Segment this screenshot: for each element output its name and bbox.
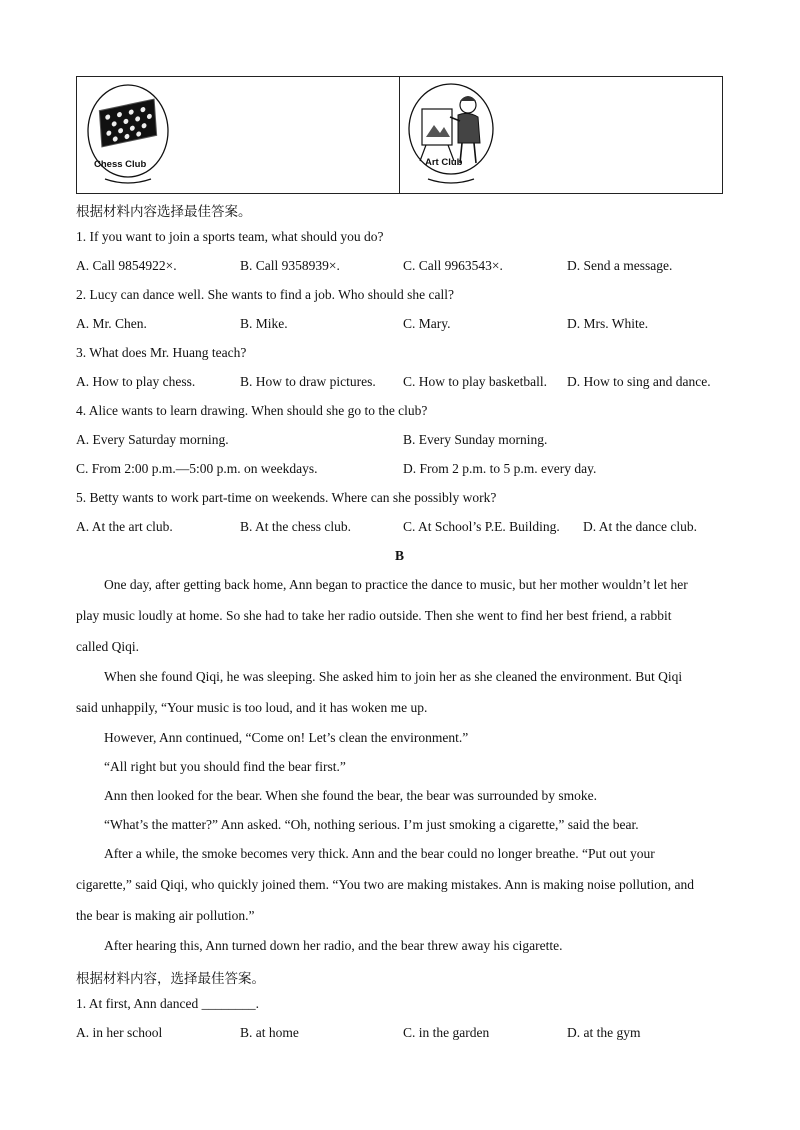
part-b-instruction: 根据材料内容，选择最佳答案。	[76, 971, 265, 986]
story-line: After hearing this, Ann turned down her radio, and the bear threw away his cigarette.	[104, 938, 563, 953]
q1-option-d: D. Send a message.	[567, 258, 673, 273]
b-q1-option-d: D. at the gym	[567, 1025, 641, 1040]
q3-option-c: C. How to play basketball.	[403, 374, 547, 389]
q3-option-a: A. How to play chess.	[76, 374, 196, 389]
q2-option-d: D. Mrs. White.	[567, 316, 649, 331]
q3-option-b: B. How to draw pictures.	[240, 374, 376, 389]
story-line: After a while, the smoke becomes very thick. Ann and the bear could no longer breathe. “Put out your	[104, 846, 655, 861]
q5-option-b: B. At the chess club.	[240, 519, 351, 534]
question-4: 4. Alice wants to learn drawing. When should she go to the club?	[76, 403, 428, 418]
part-b-question-1: 1. At first, Ann danced ________.	[76, 996, 259, 1011]
question-2: 2. Lucy can dance well. She wants to find a job. Who should she call?	[76, 287, 455, 302]
q4-option-b: B. Every Sunday morning.	[403, 432, 548, 447]
art-club-cell	[399, 77, 722, 193]
clubs-table	[76, 76, 723, 194]
story-line: However, Ann continued, “Come on! Let’s clean the environment.”	[104, 730, 469, 745]
b-q1-option-b: B. at home	[240, 1025, 299, 1040]
story-line: “What’s the matter?” Ann asked. “Oh, nothing serious. I’m just smoking a cigarette,” said the bear.	[104, 817, 639, 832]
q3-option-d: D. How to sing and dance.	[567, 374, 711, 389]
q5-option-a: A. At the art club.	[76, 519, 173, 534]
q1-option-c: C. Call 9963543×.	[403, 258, 503, 273]
q2-option-a: A. Mr. Chen.	[76, 316, 147, 331]
story-line: play music loudly at home. So she had to take her radio outside. Then she went to find her best friend, a rabbit	[76, 608, 672, 623]
b-q1-option-a: A. in her school	[76, 1025, 163, 1040]
q4-option-c: C. From 2:00 p.m.—5:00 p.m. on weekdays.	[76, 461, 318, 476]
q4-option-a: A. Every Saturday morning.	[76, 432, 229, 447]
painter-icon	[406, 81, 496, 189]
question-5: 5. Betty wants to work part-time on weekends. Where can she possibly work?	[76, 490, 497, 505]
q1-option-a: A. Call 9854922×.	[76, 258, 177, 273]
story-line: “All right but you should find the bear first.”	[104, 759, 346, 774]
q2-option-b: B. Mike.	[240, 316, 288, 331]
story-line: said unhappily, “Your music is too loud, and it has woken me up.	[76, 700, 428, 715]
b-q1-option-c: C. in the garden	[403, 1025, 490, 1040]
q1-option-b: B. Call 9358939×.	[240, 258, 340, 273]
part-a-instruction: 根据材料内容选择最佳答案。	[76, 204, 252, 219]
story-line: called Qiqi.	[76, 639, 139, 654]
story-line: One day, after getting back home, Ann began to practice the dance to music, but her mother wouldn’t let her	[104, 577, 688, 592]
story-line: cigarette,” said Qiqi, who quickly joined them. “You two are making mistakes. Ann is making noise pollution, and	[76, 877, 695, 892]
story-line: Ann then looked for the bear. When she found the bear, the bear was surrounded by smoke.	[104, 788, 597, 803]
question-3: 3. What does Mr. Huang teach?	[76, 345, 247, 360]
part-b-title: B	[395, 548, 405, 563]
q5-option-d: D. At the dance club.	[583, 519, 697, 534]
q2-option-c: C. Mary.	[403, 316, 451, 331]
story-line: the bear is making air pollution.”	[76, 908, 255, 923]
chess-club-label: Chess Club	[94, 159, 147, 170]
q4-option-d: D. From 2 p.m. to 5 p.m. every day.	[403, 461, 597, 476]
story-line: When she found Qiqi, he was sleeping. She asked him to join her as she cleaned the environment. But Qiqi	[104, 669, 683, 684]
q5-option-c: C. At School’s P.E. Building.	[403, 519, 560, 534]
question-1: 1. If you want to join a sports team, what should you do?	[76, 229, 384, 244]
chess-club-cell	[77, 77, 399, 193]
art-club-label: Art Club	[425, 157, 463, 168]
chess-board-icon	[85, 81, 171, 189]
